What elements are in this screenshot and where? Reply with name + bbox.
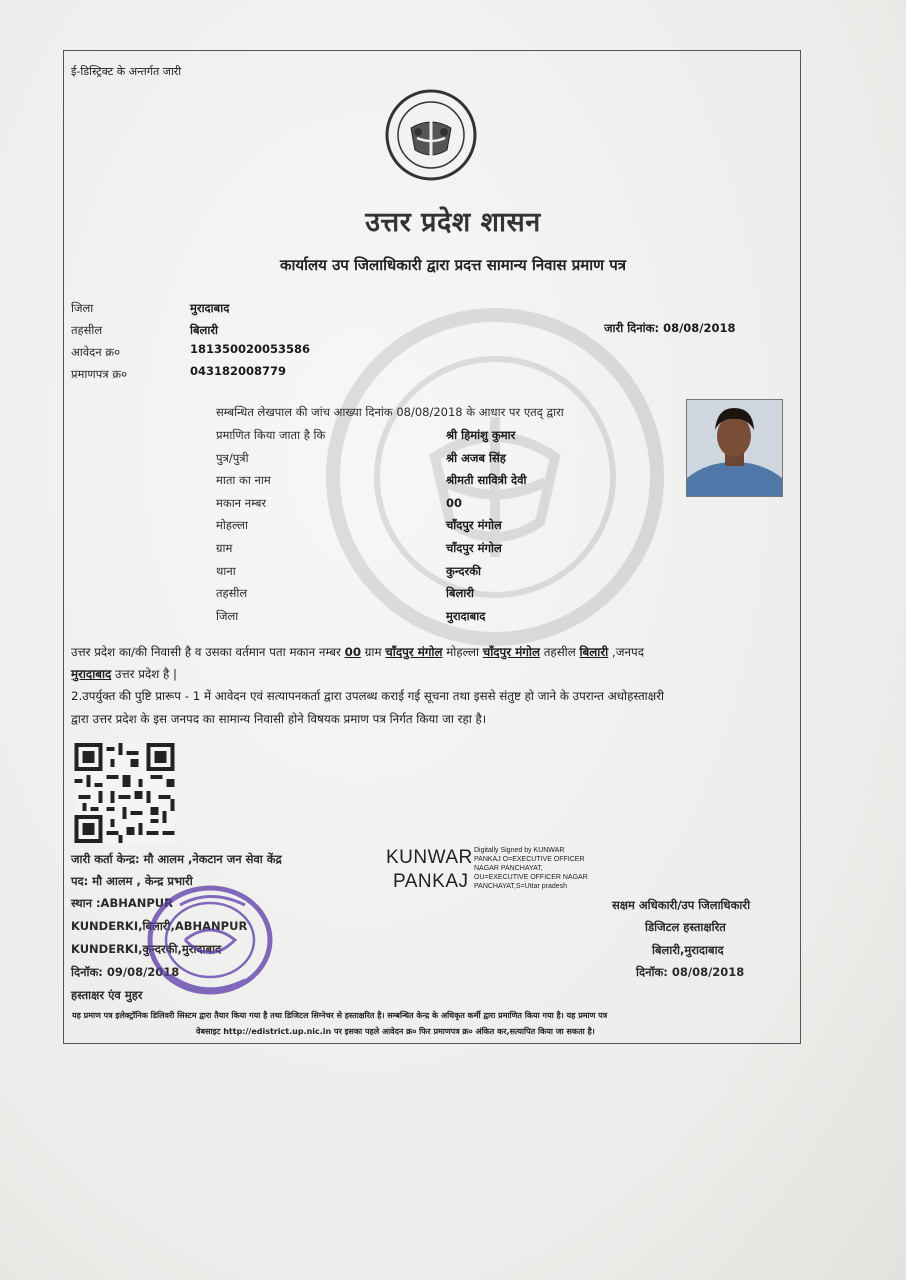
qr-code-icon <box>74 743 175 843</box>
detail-row-value: कुन्दरकी <box>446 564 482 578</box>
detail-row-label: जिला <box>216 609 239 623</box>
village-name: चाँदपुर मंगोल <box>385 645 443 659</box>
detail-row-value: श्रीमती सावित्री देवी <box>446 473 527 487</box>
detail-row-value: मुरादाबाद <box>446 609 486 623</box>
certificate-title: उत्तर प्रदेश शासन <box>365 207 541 238</box>
issuer-address-2: KUNDERKI,कुन्दरकी,मुरादाबाद <box>71 942 222 956</box>
detail-row-value: श्री हिमांशु कुमार <box>446 428 516 442</box>
top-note: ई-डिस्ट्रिक्ट के अन्तर्गत जारी <box>71 65 182 78</box>
detail-row-label: ग्राम <box>216 541 233 555</box>
district-name: मुरादाबाद <box>71 667 112 681</box>
applicant-photo <box>686 399 783 497</box>
authority-date: दिनॉक: 08/08/2018 <box>636 965 745 979</box>
detail-row-label: माता का नाम <box>216 473 271 487</box>
detail-row-value: श्री अजब सिंह <box>446 451 506 465</box>
residence-paragraph-line1: उत्तर प्रदेश का/की निवासी है व उसका वर्तमान पता मकान नम्बर 00 ग्राम चाँदपुर मंगोल मोहल्ला चाँदपुर मंगोल तहसील बिलारी ,जनपद <box>71 645 644 659</box>
meta-tehsil-value: बिलारी <box>190 323 219 337</box>
certificate-subtitle: कार्यालय उप जिलाधिकारी द्वारा प्रदत्त सामान्य निवास प्रमाण पत्र <box>280 256 626 274</box>
meta-tehsil-label: तहसील <box>71 323 103 337</box>
residence-paragraph-line2: मुरादाबाद उत्तर प्रदेश है | <box>71 667 177 681</box>
tehsil-name: बिलारी <box>579 645 609 659</box>
confirmation-paragraph-line1: 2.उपर्युक्त की पुष्टि प्रारूप - 1 में आवेदन एवं सत्यापनकर्ता द्वारा उपलब्ध कराई गई सूचना तथा इससे संतुष्ट हो जाने के उपरान्त अधोहस्ताक्षरी <box>71 689 665 703</box>
house-number: 00 <box>344 645 362 659</box>
confirmation-paragraph-line2: द्वारा उत्तर प्रदेश के इस जनपद का सामान्य निवासी होने विषयक प्रमाण पत्र निर्गत किया जा रहा है। <box>71 712 487 726</box>
footer-line-2: वेबसाइट http://edistrict.up.nic.in पर इसका पहले आवेदन क्र० फिर प्रमाणपत्र क्र० अंकित कर,सत्यापित किया जा सकता है। <box>196 1027 595 1036</box>
up-government-emblem-icon <box>384 88 478 182</box>
digital-signature-line: PANKAJ O=EXECUTIVE OFFICER <box>474 856 585 863</box>
issuer-sign-label: हस्ताक्षर एंव मुहर <box>71 988 143 1002</box>
digital-signature-line: PANCHAYAT,S=Uttar pradesh <box>474 883 568 890</box>
detail-row-label: मोहल्ला <box>216 518 248 532</box>
detail-row-label: थाना <box>216 564 236 578</box>
footer-line-1: यह प्रमाण पत्र इलेक्ट्रॉनिक डिलिवरी सिस्टम द्वारा तैयार किया गया है तथा डिजिटल सिग्नेचर से हस्ताक्षरित है। सम्बन्धित केन्द्र के अधिकृत कर्मी द्वारा प्रमाणित किया गया है। यह प्रमाण पत्र <box>72 1011 608 1020</box>
digital-signature-details <box>474 846 588 891</box>
digital-signature-name-1: KUNWAR <box>386 847 473 868</box>
authority-digital-label: डिजिटल हस्ताक्षरित <box>645 920 726 934</box>
detail-row-value: चाँदपुर मंगोल <box>446 518 502 532</box>
meta-district-value: मुरादाबाद <box>190 301 230 315</box>
detail-row-label: मकान नम्बर <box>216 496 267 510</box>
authority-place: बिलारी,मुरादाबाद <box>652 943 724 957</box>
meta-certificate-value: 043182008779 <box>190 364 287 378</box>
issuer-date: दिनॉक: 09/08/2018 <box>71 965 180 979</box>
detail-row-value: 00 <box>446 496 463 510</box>
meta-application-value: 181350020053586 <box>190 342 311 356</box>
digital-signature-line: Digitally Signed by KUNWAR <box>474 847 565 854</box>
authority-title: सक्षम अधिकारी/उप जिलाधिकारी <box>612 898 751 912</box>
detail-row-label: प्रमाणित किया जाता है कि <box>216 428 326 442</box>
digital-signature-line: OU=EXECUTIVE OFFICER NAGAR <box>474 874 588 881</box>
meta-certificate-label: प्रमाणपत्र क्र० <box>71 367 128 381</box>
meta-application-label: आवेदन क्र० <box>71 345 121 359</box>
detail-row-value: चाँदपुर मंगोल <box>446 541 502 555</box>
digital-signature-line: NAGAR PANCHAYAT, <box>474 865 543 872</box>
issue-date: जारी दिनांक: 08/08/2018 <box>604 321 736 335</box>
detail-row-label: तहसील <box>216 586 248 600</box>
issuer-address-1: KUNDERKI,बिलारी,ABHANPUR <box>71 919 248 933</box>
issuer-post: पद: मौ आलम , केन्द्र प्रभारी <box>71 874 193 888</box>
meta-district-label: जिला <box>71 301 94 315</box>
issuer-center: जारी कर्ता केन्द्र: मौ आलम ,नेकटान जन सेवा केंद्र <box>71 852 282 866</box>
detail-row-label: पुत्र/पुत्री <box>216 451 249 465</box>
details-intro: सम्बन्धित लेखपाल की जांच आख्या दिनांक 08/08/2018 के आधार पर एतद् द्वारा <box>216 405 564 419</box>
issuer-place: स्थान :ABHANPUR <box>71 896 173 910</box>
mohalla-name: चाँदपुर मंगोल <box>482 645 540 659</box>
detail-row-value: बिलारी <box>446 586 475 600</box>
digital-signature-name-2: PANKAJ <box>393 871 469 892</box>
seal-stamp-icon <box>130 880 280 1010</box>
